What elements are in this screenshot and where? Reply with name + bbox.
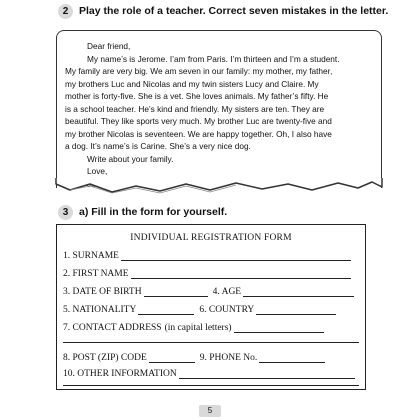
letter-closing: Write about your family. <box>87 153 174 164</box>
first-name-row <box>63 269 351 279</box>
contact-address-extra-line[interactable] <box>63 342 359 343</box>
letter-line: my brothers Luc and Nicolas and my twin sisters Lucy and Claire. My <box>65 78 319 89</box>
other-info-row <box>63 369 355 379</box>
letter-line: mother is forty-five. She is a vet. She loves animals. My father’s fifty. He <box>65 91 329 101</box>
letter-line: My family are very big. We am seven in our family: my mother, my father, <box>65 66 333 76</box>
nationality-country-row <box>63 305 336 315</box>
date-of-birth-field[interactable] <box>144 288 208 297</box>
contact-address-note: (in capital letters) <box>164 323 232 333</box>
letter-greeting: Dear friend, <box>87 41 131 51</box>
contact-address-row <box>63 323 324 333</box>
phone-label: 9. PHONE No. <box>199 353 258 363</box>
letter-line: My name’s is Jerome. I’am from Paris. I’m thirteen and I’m a student. <box>87 53 340 64</box>
birth-age-row <box>63 287 354 297</box>
letter-line: a dog. It’s name’s is Carine. She’s a very nice dog. <box>65 141 251 151</box>
letter-text <box>65 40 377 190</box>
exercise-instruction: a) Fill in the form for yourself. <box>79 206 228 218</box>
registration-form <box>56 224 366 390</box>
first-name-label: 2. FIRST NAME <box>63 269 129 279</box>
post-code-field[interactable] <box>149 354 195 363</box>
nationality-field[interactable] <box>138 306 194 315</box>
surname-field[interactable] <box>121 252 351 261</box>
page-number: 5 <box>199 405 221 417</box>
contact-address-field[interactable] <box>234 324 324 333</box>
other-info-extra-line[interactable] <box>63 385 359 386</box>
letter-line: beautiful. They like sports very much. My brother Luc are twenty-five and <box>65 116 332 126</box>
post-code-label: 8. POST (ZIP) CODE <box>63 353 147 363</box>
exercise-number-badge: 2 <box>58 4 73 19</box>
phone-field[interactable] <box>259 354 325 363</box>
letter-closing: Love, <box>87 166 108 176</box>
country-field[interactable] <box>256 306 336 315</box>
age-label: 4. AGE <box>212 287 242 297</box>
exercise-instruction: Play the role of a teacher. Correct seven mistakes in the letter. <box>79 5 389 17</box>
country-label: 6. COUNTRY <box>199 305 255 315</box>
surname-label: 1. SURNAME <box>63 251 119 261</box>
exercise-number-badge: 3 <box>58 205 73 220</box>
nationality-label: 5. NATIONALITY <box>63 305 137 315</box>
surname-row <box>63 251 351 261</box>
letter-line: my brother Nicolas is seventeen. We are happy together. Oh, I also have <box>65 128 332 139</box>
date-of-birth-label: 3. DATE OF BIRTH <box>63 287 142 297</box>
post-phone-row <box>63 353 325 363</box>
torn-paper-edge <box>50 178 390 194</box>
other-info-label: 10. OTHER INFORMATION <box>63 369 177 379</box>
other-info-field[interactable] <box>179 370 355 379</box>
contact-address-label: 7. CONTACT ADDRESS <box>63 323 162 333</box>
form-title: INDIVIDUAL REGISTRATION FORM <box>130 233 292 243</box>
first-name-field[interactable] <box>131 270 351 279</box>
letter-line: is a school teacher. He’s kind and friendly. My sisters are ten. They are <box>65 103 325 114</box>
letter-card <box>56 30 382 188</box>
age-field[interactable] <box>243 288 354 297</box>
